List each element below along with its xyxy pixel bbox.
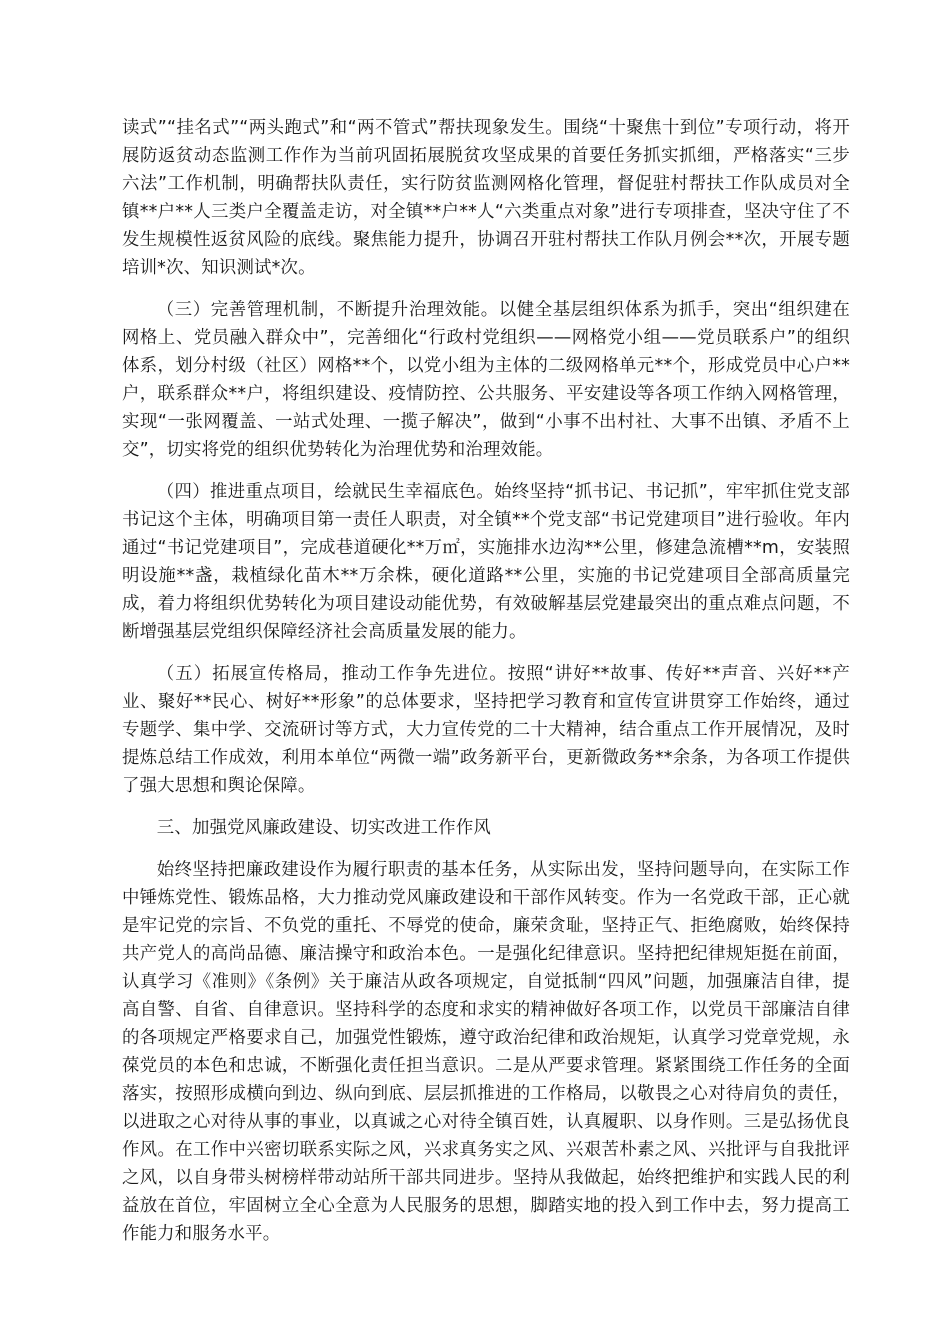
section-heading: 三、加强党风廉政建设、切实改进工作作风 [156, 818, 492, 838]
paragraph-section-3: （三）完善管理机制，不断提升治理效能。以健全基层组织体系为抓手，突出“组织建在网格上、党员融入群众中”，完善细化“行政村党组织——网格党小组——党员联系户”的组织体系，划分村级（社区）网格**个，以党小组为主体的二级网格单元**个，形成党员中心户**户，联系群众**户，将组织建设、疫情防控、公共服务、平安建设等各项工作纳入网格管理，实现“一张网覆盖、一站式处理、一揽子解决”，做到“小事不出村社、大事不出镇、矛盾不上交”，切实将党的组织优势转化为治理优势和治理效能。 [122, 300, 850, 460]
paragraph-continuation: 读式”“挂名式”“两头跑式”和“两不管式”帮扶现象发生。围绕“十聚焦十到位”专项行动，将开展防返贫动态监测工作作为当前巩固拓展脱贫攻坚成果的首要任务抓实抓细，严格落实“三步六法”工作机制，明确帮扶队责任，实行防贫监测网格化管理，督促驻村帮扶工作队成员对全镇**户**人三类户全覆盖走访，对全镇**户**人“六类重点对象”进行专项排查，坚决守住了不发生规模性返贫风险的底线。聚焦能力提升，协调召开驻村帮扶工作队月例会**次，开展专题培训*次、知识测试*次。 [122, 118, 850, 278]
paragraph-section-5: （五）拓展宣传格局，推动工作争先进位。按照“讲好**故事、传好**声音、兴好**产业、聚好**民心、树好**形象”的总体要求，坚持把学习教育和宣传宣讲贯穿工作始终，通过专题学、集中学、交流研讨等方式，大力宣传党的二十大精神，结合重点工作开展情况，及时提炼总结工作成效，利用本单位“两微一端”政务新平台，更新微政务**余条，为各项工作提供了强大思想和舆论保障。 [122, 664, 850, 796]
document-body [122, 114, 850, 1262]
paragraph-integrity: 始终坚持把廉政建设作为履行职责的基本任务，从实际出发，坚持问题导向，在实际工作中锤炼党性、锻炼品格，大力推动党风廉政建设和干部作风转变。作为一名党政干部，正心就是牢记党的宗旨、不负党的重托、不辱党的使命，廉荣贪耻，坚持正气、拒绝腐败，始终保持共产党人的高尚品德、廉洁操守和政治本色。一是强化纪律意识。坚持把纪律规矩挺在前面，认真学习《准则》《条例》关于廉洁从政各项规定，自觉抵制“四风”问题，加强廉洁自律，提高自警、自省、自律意识。坚持科学的态度和求实的精神做好各项工作，以党员干部廉洁自律的各项规定严格要求自己，加强党性锻炼，遵守政治纪律和政治规矩，认真学习党章党规，永葆党员的本色和忠诚，不断强化责任担当意识。二是从严要求管理。紧紧围绕工作任务的全面落实，按照形成横向到边、纵向到底、层层抓推进的工作格局，以敬畏之心对待肩负的责任，以进取之心对待从事的事业，以真诚之心对待全镇百姓，认真履职、以身作则。三是弘扬优良作风。在工作中兴密切联系实际之风，兴求真务实之风、兴艰苦朴素之风、兴批评与自我批评之风，以自身带头树榜样带动站所干部共同进步。坚持从我做起，始终把维护和实践人民的利益放在首位，牢固树立全心全意为人民服务的思想，脚踏实地的投入到工作中去，努力提高工作能力和服务水平。 [122, 860, 850, 1244]
paragraph-section-4: （四）推进重点项目，绘就民生幸福底色。始终坚持“抓书记、书记抓”，牢牢抓住党支部书记这个主体，明确项目第一责任人职责，对全镇**个党支部“书记党建项目”进行验收。年内通过“书记党建项目”，完成巷道硬化**万㎡，实施排水边沟**公里，修建急流槽**m，安装照明设施**盏，栽植绿化苗木**万余株，硬化道路**公里，实施的书记党建项目全部高质量完成，着力将组织优势转化为项目建设动能优势，有效破解基层党建最突出的重点难点问题，不断增强基层党组织保障经济社会高质量发展的能力。 [122, 482, 850, 642]
